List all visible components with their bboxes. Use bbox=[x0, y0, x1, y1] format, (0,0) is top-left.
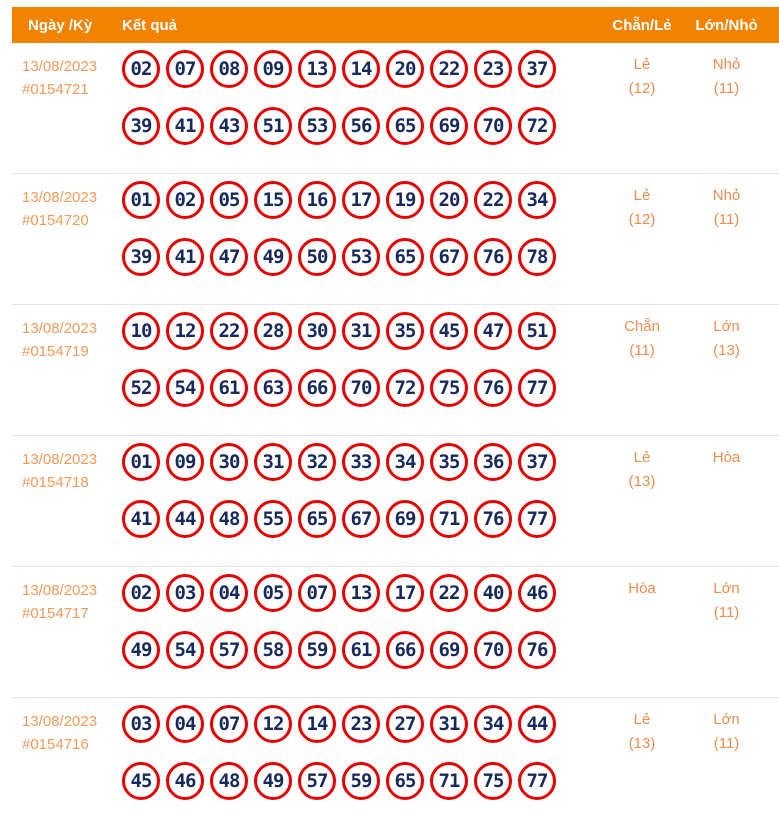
chanle-count: (12) bbox=[628, 211, 656, 228]
result-number-ball: 77 bbox=[518, 369, 556, 407]
result-number-ball: 67 bbox=[342, 500, 380, 538]
result-number-ball: 57 bbox=[210, 631, 248, 669]
result-number-ball: 13 bbox=[298, 50, 336, 88]
lonnho-label: Hòa bbox=[712, 449, 741, 466]
results-rows-container bbox=[0, 43, 779, 829]
result-number-ball: 50 bbox=[298, 238, 336, 276]
numbers-line-1 bbox=[122, 50, 600, 88]
result-number-ball: 02 bbox=[122, 50, 160, 88]
result-number-ball: 69 bbox=[386, 500, 424, 538]
result-number-ball: 27 bbox=[386, 705, 424, 743]
result-number-ball: 03 bbox=[122, 705, 160, 743]
chanle-count: (13) bbox=[628, 735, 656, 752]
lonnho-label: Lớn bbox=[713, 711, 740, 728]
result-number-ball: 63 bbox=[254, 369, 292, 407]
result-number-ball: 31 bbox=[430, 705, 468, 743]
lonnho-count: (11) bbox=[713, 735, 740, 752]
result-number-ball: 22 bbox=[430, 574, 468, 612]
chanle-stat-cell bbox=[600, 698, 684, 829]
result-number-ball: 75 bbox=[430, 369, 468, 407]
result-number-ball: 61 bbox=[342, 631, 380, 669]
result-number-ball: 17 bbox=[386, 574, 424, 612]
result-number-ball: 07 bbox=[210, 705, 248, 743]
lonnho-stat-cell bbox=[684, 698, 779, 829]
chanle-label: Lẻ bbox=[633, 449, 651, 466]
lonnho-stat-cell bbox=[684, 436, 779, 566]
result-number-ball: 31 bbox=[342, 312, 380, 350]
draw-date: 13/08/2023 bbox=[22, 451, 98, 468]
result-numbers-cell bbox=[122, 567, 600, 697]
result-number-ball: 14 bbox=[298, 705, 336, 743]
result-number-ball: 09 bbox=[254, 50, 292, 88]
result-number-ball: 02 bbox=[122, 574, 160, 612]
result-row bbox=[12, 43, 779, 174]
result-number-ball: 70 bbox=[342, 369, 380, 407]
result-number-ball: 65 bbox=[298, 500, 336, 538]
draw-id: #0154717 bbox=[22, 605, 89, 622]
result-number-ball: 66 bbox=[298, 369, 336, 407]
result-number-ball: 23 bbox=[474, 50, 512, 88]
result-numbers-cell bbox=[122, 305, 600, 435]
draw-id: #0154716 bbox=[22, 736, 89, 753]
draw-date: 13/08/2023 bbox=[22, 320, 98, 337]
result-number-ball: 04 bbox=[210, 574, 248, 612]
result-number-ball: 65 bbox=[386, 238, 424, 276]
result-number-ball: 56 bbox=[342, 107, 380, 145]
result-row bbox=[12, 305, 779, 436]
result-number-ball: 44 bbox=[518, 705, 556, 743]
chanle-count: (13) bbox=[628, 473, 656, 490]
result-number-ball: 53 bbox=[342, 238, 380, 276]
draw-id: #0154720 bbox=[22, 212, 89, 229]
lonnho-label: Nhỏ bbox=[712, 187, 741, 204]
result-number-ball: 14 bbox=[342, 50, 380, 88]
result-number-ball: 47 bbox=[210, 238, 248, 276]
result-number-ball: 01 bbox=[122, 443, 160, 481]
result-number-ball: 34 bbox=[474, 705, 512, 743]
result-number-ball: 16 bbox=[298, 181, 336, 219]
result-number-ball: 71 bbox=[430, 762, 468, 800]
result-number-ball: 20 bbox=[386, 50, 424, 88]
result-number-ball: 10 bbox=[122, 312, 160, 350]
lonnho-count: (13) bbox=[713, 342, 740, 359]
chanle-stat-cell bbox=[600, 43, 684, 173]
result-number-ball: 19 bbox=[386, 181, 424, 219]
result-number-ball: 12 bbox=[254, 705, 292, 743]
result-number-ball: 48 bbox=[210, 500, 248, 538]
chanle-count: (12) bbox=[628, 80, 656, 97]
result-row bbox=[12, 436, 779, 567]
numbers-line-2 bbox=[122, 238, 600, 276]
result-number-ball: 34 bbox=[386, 443, 424, 481]
result-number-ball: 70 bbox=[474, 631, 512, 669]
header-result-column: Kết quả bbox=[122, 16, 178, 34]
result-number-ball: 52 bbox=[122, 369, 160, 407]
result-number-ball: 36 bbox=[474, 443, 512, 481]
result-numbers-cell bbox=[122, 174, 600, 304]
numbers-line-2 bbox=[122, 107, 600, 145]
draw-date: 13/08/2023 bbox=[22, 58, 98, 75]
result-number-ball: 20 bbox=[430, 181, 468, 219]
result-number-ball: 51 bbox=[518, 312, 556, 350]
result-number-ball: 45 bbox=[430, 312, 468, 350]
numbers-line-1 bbox=[122, 443, 600, 481]
result-number-ball: 41 bbox=[166, 107, 204, 145]
result-number-ball: 32 bbox=[298, 443, 336, 481]
draw-id: #0154719 bbox=[22, 343, 89, 360]
chanle-count: (11) bbox=[629, 342, 655, 359]
result-number-ball: 51 bbox=[254, 107, 292, 145]
result-number-ball: 59 bbox=[342, 762, 380, 800]
result-number-ball: 07 bbox=[166, 50, 204, 88]
result-row bbox=[12, 698, 779, 829]
result-number-ball: 37 bbox=[518, 50, 556, 88]
lonnho-count: (11) bbox=[713, 604, 740, 621]
result-number-ball: 28 bbox=[254, 312, 292, 350]
result-numbers-cell bbox=[122, 436, 600, 566]
lonnho-label: Lớn bbox=[713, 580, 740, 597]
lonnho-stat-cell bbox=[684, 305, 779, 435]
numbers-line-1 bbox=[122, 574, 600, 612]
result-number-ball: 54 bbox=[166, 369, 204, 407]
result-number-ball: 69 bbox=[430, 631, 468, 669]
result-number-ball: 40 bbox=[474, 574, 512, 612]
lonnho-stat-cell bbox=[684, 567, 779, 697]
result-number-ball: 07 bbox=[298, 574, 336, 612]
draw-id: #0154721 bbox=[22, 81, 89, 98]
draw-info-cell bbox=[12, 698, 122, 829]
draw-info-cell bbox=[12, 305, 122, 435]
result-number-ball: 05 bbox=[254, 574, 292, 612]
result-number-ball: 76 bbox=[474, 500, 512, 538]
result-number-ball: 65 bbox=[386, 762, 424, 800]
chanle-label: Lẻ bbox=[633, 56, 651, 73]
header-chanle-column: Chẵn/Lẻ bbox=[612, 16, 672, 34]
chanle-label: Lẻ bbox=[633, 711, 651, 728]
result-number-ball: 47 bbox=[474, 312, 512, 350]
chanle-label: Lẻ bbox=[633, 187, 651, 204]
result-number-ball: 22 bbox=[474, 181, 512, 219]
result-number-ball: 49 bbox=[122, 631, 160, 669]
result-number-ball: 15 bbox=[254, 181, 292, 219]
header-lonnho-column: Lớn/Nhỏ bbox=[695, 16, 758, 34]
result-number-ball: 33 bbox=[342, 443, 380, 481]
result-number-ball: 39 bbox=[122, 107, 160, 145]
result-number-ball: 22 bbox=[430, 50, 468, 88]
chanle-stat-cell bbox=[600, 567, 684, 697]
numbers-line-2 bbox=[122, 762, 600, 800]
result-number-ball: 41 bbox=[166, 238, 204, 276]
result-number-ball: 31 bbox=[254, 443, 292, 481]
result-number-ball: 09 bbox=[166, 443, 204, 481]
lonnho-label: Nhỏ bbox=[712, 56, 741, 73]
result-number-ball: 04 bbox=[166, 705, 204, 743]
result-number-ball: 02 bbox=[166, 181, 204, 219]
result-number-ball: 66 bbox=[386, 631, 424, 669]
result-number-ball: 23 bbox=[342, 705, 380, 743]
chanle-stat-cell bbox=[600, 174, 684, 304]
result-number-ball: 77 bbox=[518, 762, 556, 800]
result-number-ball: 78 bbox=[518, 238, 556, 276]
numbers-line-1 bbox=[122, 705, 600, 743]
result-number-ball: 77 bbox=[518, 500, 556, 538]
result-number-ball: 49 bbox=[254, 238, 292, 276]
result-number-ball: 22 bbox=[210, 312, 248, 350]
result-number-ball: 30 bbox=[298, 312, 336, 350]
draw-id: #0154718 bbox=[22, 474, 89, 491]
numbers-line-1 bbox=[122, 181, 600, 219]
result-number-ball: 30 bbox=[210, 443, 248, 481]
result-number-ball: 39 bbox=[122, 238, 160, 276]
result-number-ball: 72 bbox=[386, 369, 424, 407]
result-number-ball: 61 bbox=[210, 369, 248, 407]
result-number-ball: 46 bbox=[518, 574, 556, 612]
result-number-ball: 48 bbox=[210, 762, 248, 800]
result-number-ball: 35 bbox=[430, 443, 468, 481]
result-number-ball: 75 bbox=[474, 762, 512, 800]
draw-date: 13/08/2023 bbox=[22, 713, 98, 730]
draw-info-cell bbox=[12, 174, 122, 304]
lonnho-count: (11) bbox=[713, 211, 740, 228]
lonnho-stat-cell bbox=[684, 43, 779, 173]
numbers-line-1 bbox=[122, 312, 600, 350]
table-header bbox=[12, 7, 779, 43]
result-number-ball: 57 bbox=[298, 762, 336, 800]
result-number-ball: 44 bbox=[166, 500, 204, 538]
result-number-ball: 17 bbox=[342, 181, 380, 219]
draw-info-cell bbox=[12, 43, 122, 173]
result-number-ball: 71 bbox=[430, 500, 468, 538]
chanle-stat-cell bbox=[600, 436, 684, 566]
result-numbers-cell bbox=[122, 698, 600, 829]
result-number-ball: 55 bbox=[254, 500, 292, 538]
result-number-ball: 01 bbox=[122, 181, 160, 219]
numbers-line-2 bbox=[122, 500, 600, 538]
result-number-ball: 05 bbox=[210, 181, 248, 219]
result-number-ball: 37 bbox=[518, 443, 556, 481]
result-number-ball: 65 bbox=[386, 107, 424, 145]
result-number-ball: 43 bbox=[210, 107, 248, 145]
result-number-ball: 76 bbox=[518, 631, 556, 669]
result-number-ball: 76 bbox=[474, 238, 512, 276]
result-number-ball: 59 bbox=[298, 631, 336, 669]
result-number-ball: 46 bbox=[166, 762, 204, 800]
result-number-ball: 76 bbox=[474, 369, 512, 407]
lonnho-count: (11) bbox=[713, 80, 740, 97]
result-number-ball: 58 bbox=[254, 631, 292, 669]
draw-date: 13/08/2023 bbox=[22, 189, 98, 206]
result-number-ball: 53 bbox=[298, 107, 336, 145]
result-numbers-cell bbox=[122, 43, 600, 173]
result-number-ball: 45 bbox=[122, 762, 160, 800]
chanle-label: Chẵn bbox=[624, 318, 660, 335]
result-number-ball: 70 bbox=[474, 107, 512, 145]
result-number-ball: 34 bbox=[518, 181, 556, 219]
draw-info-cell bbox=[12, 567, 122, 697]
chanle-stat-cell bbox=[600, 305, 684, 435]
result-number-ball: 03 bbox=[166, 574, 204, 612]
numbers-line-2 bbox=[122, 369, 600, 407]
result-number-ball: 13 bbox=[342, 574, 380, 612]
lonnho-label: Lớn bbox=[713, 318, 740, 335]
result-number-ball: 72 bbox=[518, 107, 556, 145]
result-number-ball: 12 bbox=[166, 312, 204, 350]
draw-date: 13/08/2023 bbox=[22, 582, 98, 599]
result-number-ball: 35 bbox=[386, 312, 424, 350]
result-number-ball: 41 bbox=[122, 500, 160, 538]
result-number-ball: 69 bbox=[430, 107, 468, 145]
draw-info-cell bbox=[12, 436, 122, 566]
result-number-ball: 54 bbox=[166, 631, 204, 669]
numbers-line-2 bbox=[122, 631, 600, 669]
result-row bbox=[12, 174, 779, 305]
result-number-ball: 08 bbox=[210, 50, 248, 88]
header-date-column: Ngày /Kỳ bbox=[28, 16, 93, 34]
result-row bbox=[12, 567, 779, 698]
chanle-label: Hòa bbox=[628, 580, 656, 597]
result-number-ball: 67 bbox=[430, 238, 468, 276]
result-number-ball: 49 bbox=[254, 762, 292, 800]
lonnho-stat-cell bbox=[684, 174, 779, 304]
